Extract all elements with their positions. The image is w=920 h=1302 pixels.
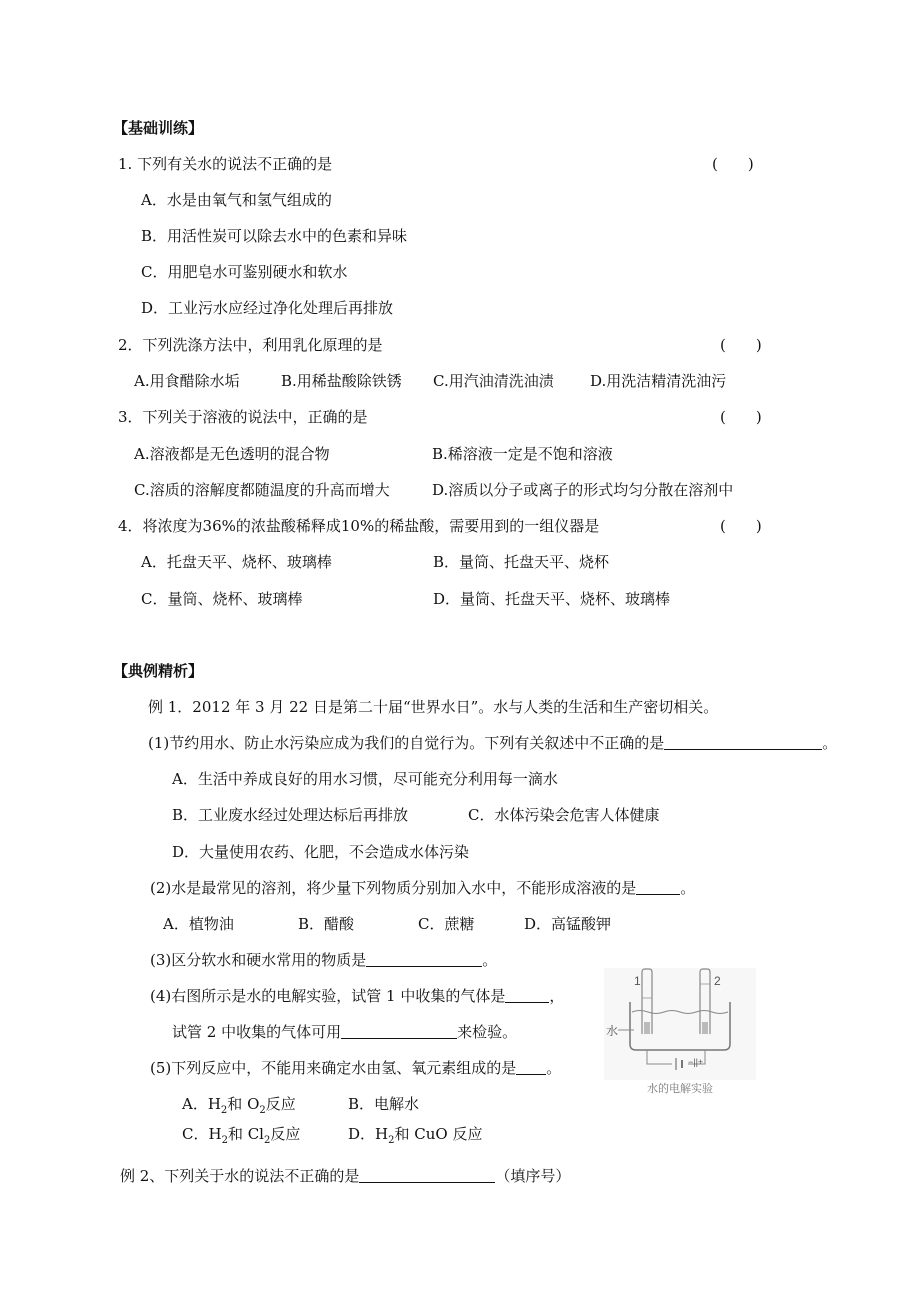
ex1-part5-answer-blank[interactable]	[516, 1058, 546, 1075]
ex1-part3-stem-text: (3)区分软水和硬水常用的物质是	[150, 951, 367, 969]
example2-answer-blank[interactable]	[359, 1166, 495, 1183]
opt-d-text: D．H	[348, 1125, 389, 1143]
ex1-part2-stem-end: 。	[680, 879, 696, 897]
ex1-part1-stem	[148, 733, 837, 753]
tube-1-label: 1	[634, 974, 641, 988]
electrolysis-figure	[604, 968, 756, 1104]
opt-a-mid: 和 O	[227, 1095, 260, 1113]
opt-d-end: 和 CuO 反应	[394, 1125, 483, 1143]
example2-stem-end: （填序号）	[495, 1167, 571, 1185]
ex1-part4-tube2-blank[interactable]	[341, 1022, 457, 1039]
opt-a-sub1: 2	[220, 1105, 228, 1116]
ex1-part4-line2	[172, 1022, 517, 1042]
q4-option-b[interactable]: B．量筒、托盘天平、烧杯	[433, 553, 610, 571]
ex1-part3-answer-blank[interactable]	[366, 950, 482, 967]
figure-caption: 水的电解实验	[647, 1082, 713, 1095]
electrode-1-icon	[644, 1022, 650, 1034]
ex1-part1-answer-blank[interactable]	[664, 733, 822, 750]
ex1-part5-option-c[interactable]	[182, 1124, 300, 1151]
figure-background	[604, 968, 756, 1080]
ex1-part5-stem-end: 。	[546, 1059, 562, 1077]
ex1-part1-option-a[interactable]: A．生活中养成良好的用水习惯，尽可能充分利用每一滴水	[172, 770, 558, 788]
q2-answer-bracket[interactable]: ( )	[720, 336, 762, 354]
q3-option-b[interactable]: B.稀溶液一定是不饱和溶液	[432, 445, 613, 463]
ex1-part1-option-c[interactable]: C．水体污染会危害人体健康	[468, 806, 660, 824]
q4-stem: 4．将浓度为36%的浓盐酸稀释成10%的稀盐酸，需要用到的一组仪器是	[118, 517, 600, 535]
opt-c-end: 反应	[270, 1125, 301, 1143]
example2-stem-text: 例 2、下列关于水的说法不正确的是	[120, 1167, 360, 1185]
electrolysis-apparatus-drawing	[604, 968, 756, 1080]
q4-answer-bracket[interactable]: ( )	[720, 517, 762, 535]
q3-option-a[interactable]: A.溶液都是无色透明的混合物	[134, 445, 330, 463]
q1-option-d[interactable]: D．工业污水应经过净化处理后再排放	[141, 299, 394, 317]
ex1-part1-option-b[interactable]: B．工业废水经过处理达标后再排放	[172, 806, 409, 824]
ex1-part1-option-d[interactable]: D．大量使用农药、化肥，不会造成水体污染	[172, 843, 470, 861]
q1-option-b[interactable]: B．用活性炭可以除去水中的色素和异味	[141, 227, 408, 245]
example2-stem	[120, 1166, 570, 1186]
ex1-part2-option-d[interactable]: D．高锰酸钾	[524, 915, 612, 933]
water-label: 水	[606, 1024, 619, 1038]
ex1-part3-stem	[150, 950, 497, 970]
q2-option-b[interactable]: B.用稀盐酸除铁锈	[281, 372, 402, 390]
opt-c-mid: 和 Cl	[227, 1125, 264, 1143]
opt-d-sub1: 2	[388, 1135, 395, 1146]
q2-option-c[interactable]: C.用汽油清洗油渍	[433, 372, 554, 390]
section-heading-basic: 【基础训练】	[113, 119, 204, 137]
q4-option-c[interactable]: C．量筒、烧杯、玻璃棒	[141, 590, 303, 608]
opt-c-text: C．H	[182, 1125, 222, 1143]
ex1-part4-line2-end: 来检验。	[457, 1023, 518, 1041]
ex1-part2-option-c[interactable]: C．蔗糖	[418, 915, 475, 933]
opt-c-sub2: 2	[263, 1135, 271, 1146]
ex1-part2-stem-text: (2)水是最常见的溶剂，将少量下列物质分别加入水中，不能形成溶液的是	[150, 879, 637, 897]
q2-stem: 2．下列洗涤方法中，利用乳化原理的是	[118, 336, 383, 354]
q1-option-c[interactable]: C．用肥皂水可鉴别硬水和软水	[141, 263, 348, 281]
ex1-part4-line1-end: ，	[549, 987, 565, 1005]
q2-option-d[interactable]: D.用洗洁精清洗油污	[590, 372, 727, 390]
opt-a-end: 反应	[265, 1095, 296, 1113]
ex1-part1-stem-text: (1)节约用水、防止水污染应成为我们的自觉行为。下列有关叙述中不正确的是	[148, 734, 665, 752]
q1-stem: 1. 下列有关水的说法不正确的是	[118, 155, 333, 173]
ex1-part4-line2-text: 试管 2 中收集的气体可用	[172, 1023, 342, 1041]
ex1-part2-stem	[150, 878, 695, 898]
q3-option-d[interactable]: D.溶质以分子或离子的形式均匀分散在溶剂中	[432, 481, 734, 499]
q4-option-d[interactable]: D．量筒、托盘天平、烧杯、玻璃棒	[433, 590, 671, 608]
q2-option-a[interactable]: A.用食醋除水垢	[134, 372, 240, 390]
opt-a-text: A．H	[182, 1095, 221, 1113]
section-heading-examples: 【典例精析】	[113, 662, 204, 680]
ex1-part5-option-b[interactable]: B．电解水	[348, 1095, 420, 1113]
q1-option-a[interactable]: A．水是由氧气和氢气组成的	[141, 191, 332, 209]
q1-answer-bracket[interactable]: ( )	[712, 155, 754, 173]
q3-option-c[interactable]: C.溶质的溶解度都随温度的升高而增大	[134, 481, 390, 499]
ex1-part2-answer-blank[interactable]	[636, 878, 680, 895]
ex1-part4-line1	[150, 986, 564, 1006]
ex1-part4-line1-text: (4)右图所示是水的电解实验，试管 1 中收集的气体是	[150, 987, 506, 1005]
ex1-part1-stem-end: 。	[822, 734, 838, 752]
ex1-part5-option-a[interactable]	[182, 1094, 296, 1121]
tube-2-label: 2	[714, 974, 721, 988]
example1-intro: 例 1．2012 年 3 月 22 日是第二十届“世界水日”。水与人类的生活和生产密切相关。	[148, 698, 719, 716]
electrode-2-icon	[702, 1022, 708, 1034]
ex1-part5-stem-text: (5)下列反应中，不能用来确定水由氢、氧元素组成的是	[150, 1059, 517, 1077]
ex1-part4-tube1-blank[interactable]	[505, 986, 549, 1003]
opt-c-sub1: 2	[221, 1135, 228, 1146]
ex1-part5-stem	[150, 1058, 561, 1078]
ex1-part5-option-d[interactable]	[348, 1124, 482, 1151]
opt-a-sub2: 2	[259, 1105, 266, 1116]
battery-label: −||+	[688, 1057, 704, 1067]
q3-stem: 3．下列关于溶液的说法中，正确的是	[118, 408, 368, 426]
q4-option-a[interactable]: A．托盘天平、烧杯、玻璃棒	[141, 553, 332, 571]
ex1-part2-option-a[interactable]: A．植物油	[163, 915, 234, 933]
ex1-part3-stem-end: 。	[482, 951, 498, 969]
q3-answer-bracket[interactable]: ( )	[720, 408, 762, 426]
ex1-part2-option-b[interactable]: B．醋酸	[298, 915, 355, 933]
